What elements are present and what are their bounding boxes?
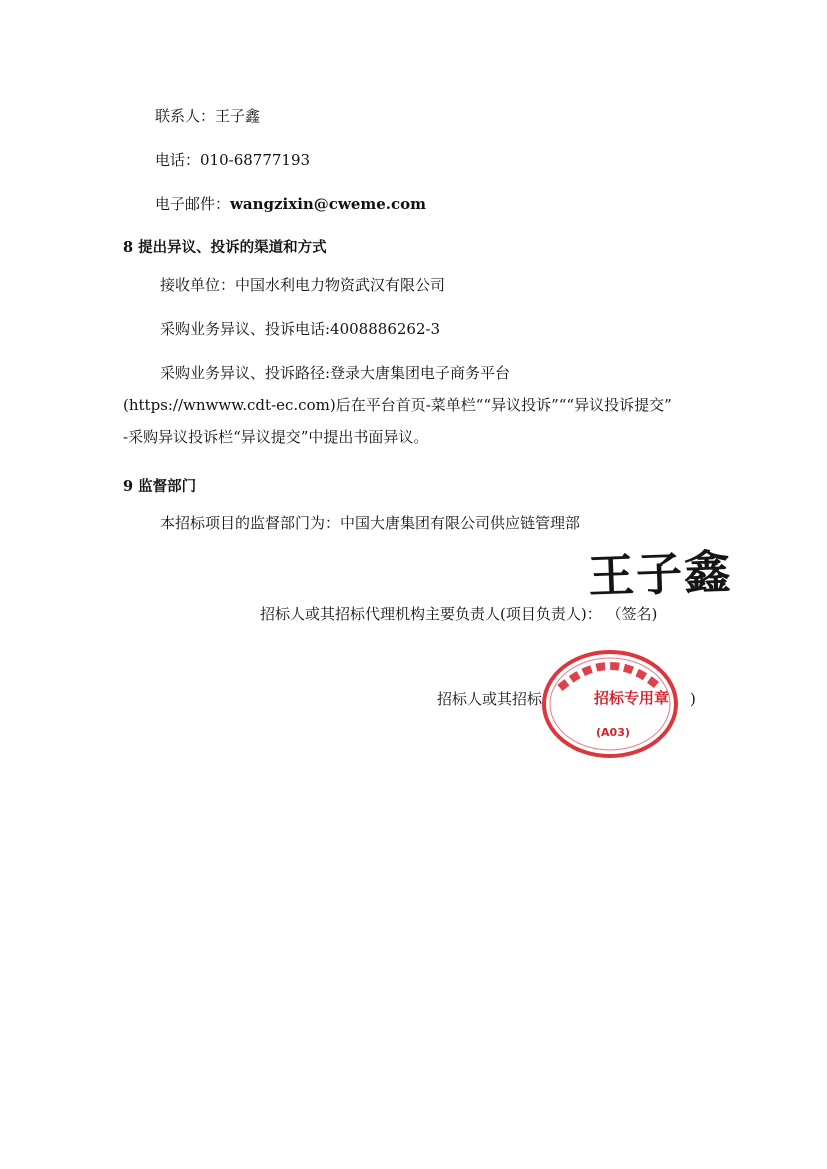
section-8-heading: 8 提出异议、投诉的渠道和方式 <box>123 239 327 256</box>
complaint-phone: 采购业务异议、投诉电话:4008886262-3 <box>160 320 441 338</box>
stamp-line-text: 招标人或其招标 <box>437 690 543 708</box>
handwritten-signature: 王子鑫 <box>587 544 734 604</box>
section-9-heading: 9 监督部门 <box>123 478 197 495</box>
email-address: wangzixin@cweme.com <box>230 195 427 213</box>
seal-code: (A03) <box>596 726 630 739</box>
signature-line: 招标人或其招标代理机构主要负责人(项目负责人)： （签名) <box>260 605 658 623</box>
receiving-unit: 接收单位：中国水利电力物资武汉有限公司 <box>160 276 446 294</box>
complaint-path-line-3: -采购异议投诉栏“异议提交”中提出书面异议。 <box>123 428 429 446</box>
complaint-path-line-1: 采购业务异议、投诉路径:登录大唐集团电子商务平台 <box>160 364 511 382</box>
contact-email-row <box>155 194 426 214</box>
email-label: 电子邮件： <box>155 195 231 213</box>
supervision-body: 本招标项目的监督部门为：中国大唐集团有限公司供应链管理部 <box>160 514 581 532</box>
complaint-path-line-2: (https://wnwww.cdt-ec.com)后在平台首页-菜单栏““异议投诉”““异议投诉提交” <box>123 396 672 414</box>
contact-person: 联系人：王子鑫 <box>155 107 261 125</box>
contact-phone: 电话：010-68777193 <box>155 151 311 169</box>
stamp-line-end: ) <box>690 690 696 708</box>
seal-label: 招标专用章 <box>594 689 670 707</box>
stamp-line <box>437 689 542 709</box>
